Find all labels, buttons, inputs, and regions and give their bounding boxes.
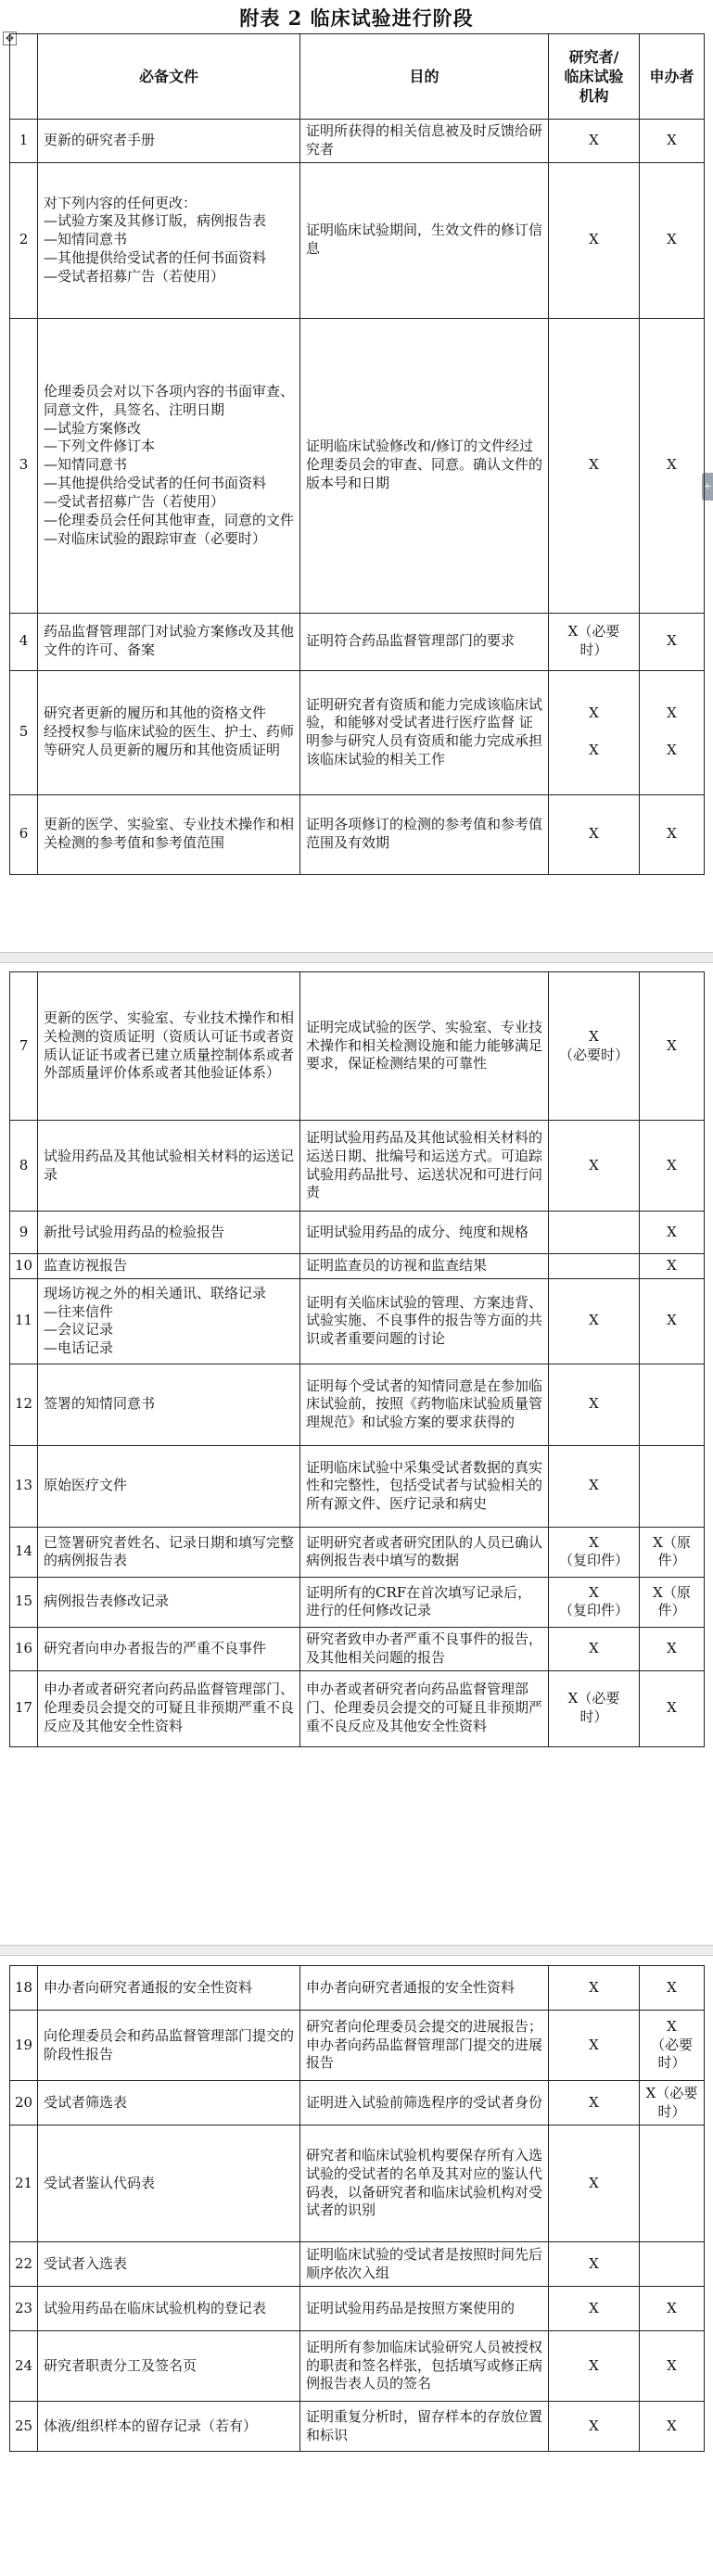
table-row xyxy=(10,613,705,670)
required-document-cell: 研究者职责分工及签名页 xyxy=(38,2331,300,2402)
purpose-cell: 证明临床试验中采集受试者数据的真实性和完整性，包括受试者与试验相关的所有源文件、医疗记录和病史 xyxy=(300,1445,549,1527)
sponsor-mark-cell: X xyxy=(640,1212,705,1254)
investigator-mark-cell: X （复印件） xyxy=(549,1577,640,1627)
investigator-mark-cell: X xyxy=(549,1121,640,1212)
table-row xyxy=(10,1670,705,1746)
sponsor-mark-cell: X xyxy=(640,2331,705,2402)
row-number: 2 xyxy=(10,162,38,318)
table-row xyxy=(10,1364,705,1445)
table-row xyxy=(10,670,705,794)
purpose-cell: 申办者向研究者通报的安全性资料 xyxy=(300,1966,549,2011)
investigator-mark-cell: X xyxy=(549,1627,640,1670)
investigator-mark-cell: X xyxy=(549,2081,640,2126)
table-row xyxy=(10,2011,705,2081)
page-break xyxy=(0,952,713,963)
page-break xyxy=(0,1945,713,1956)
required-document-cell: 已签署研究者姓名、记录日期和填写完整的病例报告表 xyxy=(38,1527,300,1577)
required-document-cell: 体液/组织样本的留存记录（若有） xyxy=(38,2402,300,2452)
sponsor-mark-cell: X xyxy=(640,2287,705,2331)
sponsor-mark-cell: X xyxy=(640,162,705,318)
header-number xyxy=(10,34,38,120)
purpose-cell: 研究者和临床试验机构要保存所有入选试验的受试者的名单及其对应的鉴认代码表，以备研究者和临床试验机构对受试者的识别 xyxy=(300,2126,549,2242)
sponsor-mark-cell xyxy=(640,2126,705,2242)
sponsor-mark-cell: X xyxy=(640,1121,705,1212)
document-table-page-1 xyxy=(9,33,705,875)
table-row xyxy=(10,1627,705,1670)
sponsor-mark-cell: X xyxy=(640,794,705,874)
investigator-mark-cell: X X xyxy=(549,670,640,794)
sponsor-mark-cell: X xyxy=(640,1627,705,1670)
sponsor-mark-cell xyxy=(640,1445,705,1527)
table-header-row xyxy=(10,34,705,120)
row-number: 25 xyxy=(10,2402,38,2452)
side-panel-tab[interactable]: + xyxy=(702,473,713,501)
sponsor-mark-cell xyxy=(640,2242,705,2287)
row-number: 9 xyxy=(10,1212,38,1254)
table-row xyxy=(10,1212,705,1254)
row-number: 24 xyxy=(10,2331,38,2402)
row-number: 5 xyxy=(10,670,38,794)
table-row xyxy=(10,1278,705,1364)
purpose-cell: 证明临床试验期间，生效文件的修订信息 xyxy=(300,162,549,318)
purpose-cell: 研究者致申办者严重不良事件的报告，及其他相关问题的报告 xyxy=(300,1627,549,1670)
row-number: 1 xyxy=(10,120,38,163)
header-purpose: 目的 xyxy=(300,34,549,120)
investigator-mark-cell: X xyxy=(549,120,640,163)
required-document-cell: 受试者鉴认代码表 xyxy=(38,2126,300,2242)
row-number: 20 xyxy=(10,2081,38,2126)
table-row xyxy=(10,2402,705,2452)
investigator-mark-cell xyxy=(549,1254,640,1279)
table-row xyxy=(10,794,705,874)
sponsor-mark-cell: X（必要 时） xyxy=(640,2081,705,2126)
purpose-cell: 证明重复分析时，留存样本的存放位置和标识 xyxy=(300,2402,549,2452)
required-document-cell: 药品监督管理部门对试验方案修改及其他文件的许可、备案 xyxy=(38,613,300,670)
table-row xyxy=(10,1527,705,1577)
purpose-cell: 证明研究者有资质和能力完成该临床试验，和能够对受试者进行医疗监督 证明参与研究人员有资质和能力完成承担该临床试验的相关工作 xyxy=(300,670,549,794)
sponsor-mark-cell: X xyxy=(640,1278,705,1364)
purpose-cell: 申办者或者研究者向药品监督管理部门、伦理委员会提交的可疑且非预期严重不良反应及其他安全性资料 xyxy=(300,1670,549,1746)
sponsor-mark-cell: X xyxy=(640,120,705,163)
document-table-page-2 xyxy=(9,971,705,1747)
sponsor-mark-cell: X xyxy=(640,1254,705,1279)
required-document-cell: 受试者入选表 xyxy=(38,2242,300,2287)
row-number: 4 xyxy=(10,613,38,670)
sponsor-mark-cell: X xyxy=(640,318,705,613)
purpose-cell: 证明进入试验前筛选程序的受试者身份 xyxy=(300,2081,549,2126)
row-number: 3 xyxy=(10,318,38,613)
sponsor-mark-cell: X（原 件） xyxy=(640,1577,705,1627)
row-number: 14 xyxy=(10,1527,38,1577)
required-document-cell: 受试者筛选表 xyxy=(38,2081,300,2126)
row-number: 22 xyxy=(10,2242,38,2287)
sponsor-mark-cell: X （必要 时） xyxy=(640,2011,705,2081)
table-move-handle-icon[interactable]: ✥ xyxy=(3,32,17,45)
row-number: 17 xyxy=(10,1670,38,1746)
row-number: 15 xyxy=(10,1577,38,1627)
table-row xyxy=(10,318,705,613)
purpose-cell: 证明有关临床试验的管理、方案违背、试验实施、不良事件的报告等方面的共识或者重要问题的讨论 xyxy=(300,1278,549,1364)
required-document-cell: 现场访视之外的相关通讯、联络记录 —往来信件 —会议记录 —电话记录 xyxy=(38,1278,300,1364)
investigator-mark-cell: X xyxy=(549,1278,640,1364)
header-investigator: 研究者/ 临床试验 机构 xyxy=(549,34,640,120)
row-number: 23 xyxy=(10,2287,38,2331)
purpose-cell: 证明所获得的相关信息被及时反馈给研究者 xyxy=(300,120,549,163)
investigator-mark-cell: X xyxy=(549,318,640,613)
required-document-cell: 原始医疗文件 xyxy=(38,1445,300,1527)
required-document-cell: 试验用药品及其他试验相关材料的运送记录 xyxy=(38,1121,300,1212)
table-row xyxy=(10,1254,705,1279)
investigator-mark-cell xyxy=(549,1212,640,1254)
required-document-cell: 签署的知情同意书 xyxy=(38,1364,300,1445)
required-document-cell: 伦理委员会对以下各项内容的书面审查、同意文件，具签名、注明日期 —试验方案修改 —下列文件修订本 —知情同意书 —其他提供给受试者的任何书面资料 —受试者招募广告（若使用） —伦理委员会任何其他审查，同意的文件 —对临床试验的跟踪审查（必要时） xyxy=(38,318,300,613)
table-row xyxy=(10,2126,705,2242)
purpose-cell: 证明完成试验的医学、实验室、专业技术操作和相关检测设施和能力能够满足要求，保证检测结果的可靠性 xyxy=(300,972,549,1121)
table-row xyxy=(10,2287,705,2331)
required-document-cell: 更新的医学、实验室、专业技术操作和相关检测的资质证明（资质认可证书或者资质认证证书或者已建立质量控制体系或者外部质量评价体系或者其他验证体系） xyxy=(38,972,300,1121)
investigator-mark-cell: X （必要时） xyxy=(549,972,640,1121)
table-row xyxy=(10,1966,705,2011)
required-document-cell: 研究者更新的履历和其他的资格文件 经授权参与临床试验的医生、护士、药师等研究人员更新的履历和其他资质证明 xyxy=(38,670,300,794)
purpose-cell: 证明所有的CRF在首次填写记录后，进行的任何修改记录 xyxy=(300,1577,549,1627)
row-number: 8 xyxy=(10,1121,38,1212)
purpose-cell: 证明监查员的访视和监查结果 xyxy=(300,1254,549,1279)
table-row xyxy=(10,2331,705,2402)
row-number: 6 xyxy=(10,794,38,874)
table-row xyxy=(10,972,705,1121)
required-document-cell: 病例报告表修改记录 xyxy=(38,1577,300,1627)
row-number: 19 xyxy=(10,2011,38,2081)
row-number: 11 xyxy=(10,1278,38,1364)
table-row xyxy=(10,2242,705,2287)
required-document-cell: 向伦理委员会和药品监督管理部门提交的阶段性报告 xyxy=(38,2011,300,2081)
row-number: 21 xyxy=(10,2126,38,2242)
investigator-mark-cell: X xyxy=(549,2402,640,2452)
row-number: 10 xyxy=(10,1254,38,1279)
required-document-cell: 更新的研究者手册 xyxy=(38,120,300,163)
purpose-cell: 证明所有参加临床试验研究人员被授权的职责和签名样张，包括填写或修正病例报告表人员的签名 xyxy=(300,2331,549,2402)
required-document-cell: 试验用药品在临床试验机构的登记表 xyxy=(38,2287,300,2331)
required-document-cell: 研究者向申办者报告的严重不良事件 xyxy=(38,1627,300,1670)
purpose-cell: 研究者向伦理委员会提交的进展报告；申办者向药品监督管理部门提交的进展报告 xyxy=(300,2011,549,2081)
row-number: 12 xyxy=(10,1364,38,1445)
required-document-cell: 对下列内容的任何更改： —试验方案及其修订版，病例报告表 —知情同意书 —其他提供给受试者的任何书面资料 —受试者招募广告（若使用） xyxy=(38,162,300,318)
investigator-mark-cell: X xyxy=(549,2242,640,2287)
purpose-cell: 证明试验用药品的成分、纯度和规格 xyxy=(300,1212,549,1254)
table-row xyxy=(10,1577,705,1627)
sponsor-mark-cell: X xyxy=(640,1966,705,2011)
header-sponsor: 申办者 xyxy=(640,34,705,120)
row-number: 13 xyxy=(10,1445,38,1527)
required-document-cell: 更新的医学、实验室、专业技术操作和相关检测的参考值和参考值范围 xyxy=(38,794,300,874)
purpose-cell: 证明研究者或者研究团队的人员已确认病例报告表中填写的数据 xyxy=(300,1527,549,1577)
investigator-mark-cell: X xyxy=(549,1364,640,1445)
table-row xyxy=(10,1445,705,1527)
investigator-mark-cell: X xyxy=(549,2287,640,2331)
table-row xyxy=(10,162,705,318)
sponsor-mark-cell xyxy=(640,1364,705,1445)
sponsor-mark-cell: X X xyxy=(640,670,705,794)
investigator-mark-cell: X xyxy=(549,162,640,318)
investigator-mark-cell: X xyxy=(549,2126,640,2242)
investigator-mark-cell: X xyxy=(549,2331,640,2402)
sponsor-mark-cell: X xyxy=(640,972,705,1121)
investigator-mark-cell: X xyxy=(549,1966,640,2011)
investigator-mark-cell: X xyxy=(549,2011,640,2081)
document-table-page-3 xyxy=(9,1965,705,2452)
investigator-mark-cell: X（必要 时） xyxy=(549,1670,640,1746)
sponsor-mark-cell: X xyxy=(640,613,705,670)
required-document-cell: 申办者或者研究者向药品监督管理部门、伦理委员会提交的可疑且非预期严重不良反应及其他安全性资料 xyxy=(38,1670,300,1746)
table-row xyxy=(10,1121,705,1212)
purpose-cell: 证明每个受试者的知情同意是在参加临床试验前，按照《药物临床试验质量管理规范》和试验方案的要求获得的 xyxy=(300,1364,549,1445)
header-required-document: 必备文件 xyxy=(38,34,300,120)
table-row xyxy=(10,2081,705,2126)
investigator-mark-cell: X （复印件） xyxy=(549,1527,640,1577)
investigator-mark-cell: X xyxy=(549,1445,640,1527)
purpose-cell: 证明试验用药品及其他试验相关材料的运送日期、批编号和运送方式。可追踪试验用药品批号、运送状况和可进行问责 xyxy=(300,1121,549,1212)
required-document-cell: 新批号试验用药品的检验报告 xyxy=(38,1212,300,1254)
purpose-cell: 证明各项修订的检测的参考值和参考值范围及有效期 xyxy=(300,794,549,874)
sponsor-mark-cell: X xyxy=(640,1670,705,1746)
sponsor-mark-cell: X（原 件） xyxy=(640,1527,705,1577)
required-document-cell: 申办者向研究者通报的安全性资料 xyxy=(38,1966,300,2011)
row-number: 7 xyxy=(10,972,38,1121)
row-number: 16 xyxy=(10,1627,38,1670)
sponsor-mark-cell: X xyxy=(640,2402,705,2452)
investigator-mark-cell: X（必要 时） xyxy=(549,613,640,670)
table-row xyxy=(10,120,705,163)
purpose-cell: 证明临床试验修改和/修订的文件经过伦理委员会的审查、同意。确认文件的版本号和日期 xyxy=(300,318,549,613)
page-title: 附表 2 临床试验进行阶段 xyxy=(239,6,474,30)
purpose-cell: 证明符合药品监督管理部门的要求 xyxy=(300,613,549,670)
row-number: 18 xyxy=(10,1966,38,2011)
purpose-cell: 证明临床试验的受试者是按照时间先后顺序依次入组 xyxy=(300,2242,549,2287)
investigator-mark-cell: X xyxy=(549,794,640,874)
purpose-cell: 证明试验用药品是按照方案使用的 xyxy=(300,2287,549,2331)
required-document-cell: 监查访视报告 xyxy=(38,1254,300,1279)
